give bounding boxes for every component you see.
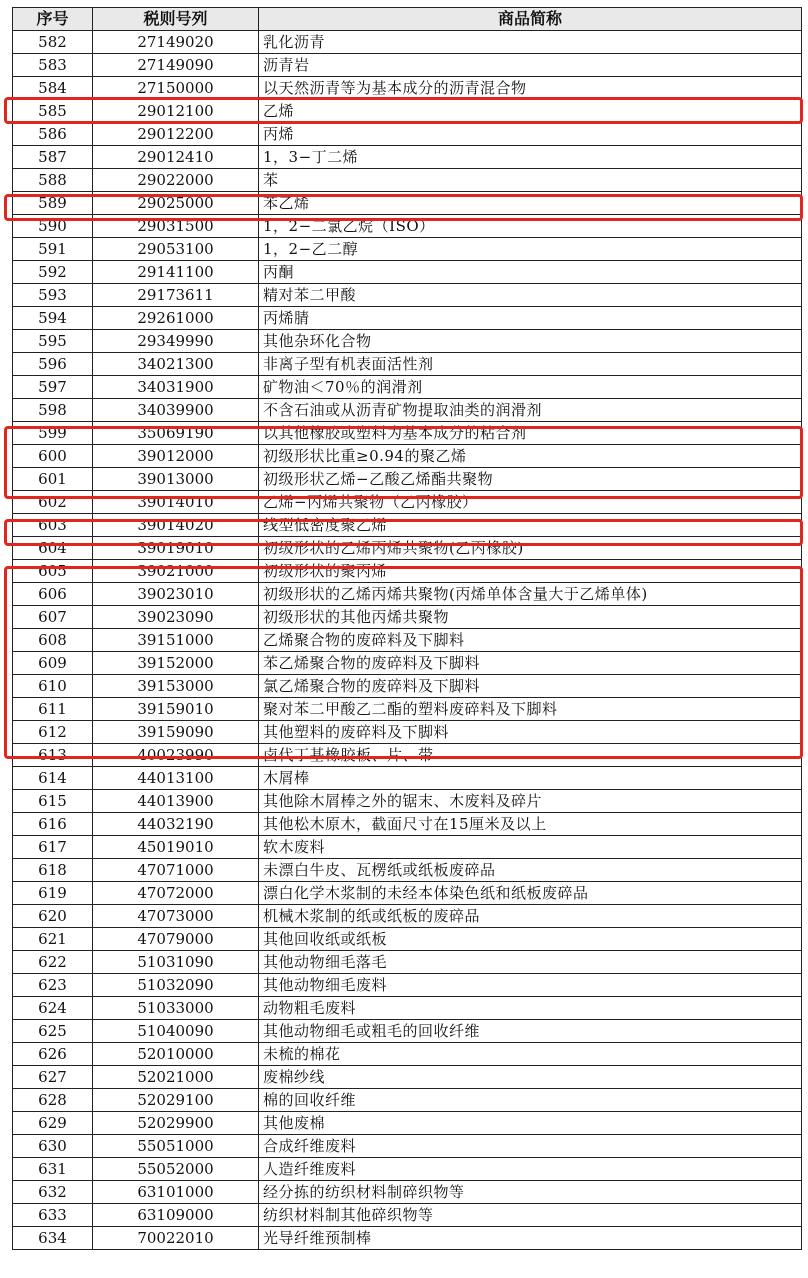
product-name-cell: 沥青岩: [259, 54, 802, 77]
product-name-cell: 聚对苯二甲酸乙二酯的塑料废碎料及下脚料: [259, 698, 802, 721]
table-row: [13, 399, 802, 422]
table-row: [13, 629, 802, 652]
tariff-code-cell: 34021300: [93, 353, 259, 376]
serial-no-cell: 624: [13, 997, 93, 1020]
tariff-code-cell: 70022010: [93, 1227, 259, 1250]
table-row: [13, 514, 802, 537]
serial-no-cell: 632: [13, 1181, 93, 1204]
product-name-cell: 光导纤维预制棒: [259, 1227, 802, 1250]
serial-no-cell: 616: [13, 813, 93, 836]
tariff-table-sheet: [12, 7, 801, 1250]
product-name-cell: 苯乙烯聚合物的废碎料及下脚料: [259, 652, 802, 675]
product-name-cell: 以其他橡胶或塑料为基本成分的粘合剂: [259, 422, 802, 445]
serial-no-cell: 600: [13, 445, 93, 468]
table-row: [13, 238, 802, 261]
tariff-code-cell: 29173611: [93, 284, 259, 307]
tariff-code-cell: 27149090: [93, 54, 259, 77]
tariff-code-cell: 47072000: [93, 882, 259, 905]
table-row: [13, 836, 802, 859]
tariff-code-cell: 29012100: [93, 100, 259, 123]
tariff-code-cell: 29025000: [93, 192, 259, 215]
serial-no-cell: 586: [13, 123, 93, 146]
serial-no-cell: 592: [13, 261, 93, 284]
product-name-cell: 精对苯二甲酸: [259, 284, 802, 307]
tariff-code-cell: 39014020: [93, 514, 259, 537]
serial-no-cell: 634: [13, 1227, 93, 1250]
serial-no-cell: 607: [13, 606, 93, 629]
table-row: [13, 951, 802, 974]
tariff-code-cell: 51033000: [93, 997, 259, 1020]
serial-no-cell: 588: [13, 169, 93, 192]
table-row: [13, 1066, 802, 1089]
serial-no-cell: 617: [13, 836, 93, 859]
product-name-cell: 其他动物细毛或粗毛的回收纤维: [259, 1020, 802, 1043]
serial-no-cell: 594: [13, 307, 93, 330]
product-name-cell: 合成纤维废料: [259, 1135, 802, 1158]
serial-no-cell: 627: [13, 1066, 93, 1089]
product-name-cell: 苯乙烯: [259, 192, 802, 215]
tariff-code-cell: 39153000: [93, 675, 259, 698]
tariff-code-cell: 39013000: [93, 468, 259, 491]
product-name-cell: 乙烯聚合物的废碎料及下脚料: [259, 629, 802, 652]
product-name-cell: 初级形状乙烯−乙酸乙烯酯共聚物: [259, 468, 802, 491]
table-row: [13, 1158, 802, 1181]
tariff-code-cell: 44013900: [93, 790, 259, 813]
product-name-cell: 1，3−丁二烯: [259, 146, 802, 169]
table-row: [13, 284, 802, 307]
serial-no-cell: 610: [13, 675, 93, 698]
table-row: [13, 77, 802, 100]
product-name-cell: 棉的回收纤维: [259, 1089, 802, 1112]
serial-no-cell: 605: [13, 560, 93, 583]
serial-no-cell: 590: [13, 215, 93, 238]
table-row: [13, 974, 802, 997]
serial-no-cell: 615: [13, 790, 93, 813]
table-row: [13, 698, 802, 721]
tariff-code-cell: 39152000: [93, 652, 259, 675]
table-row: [13, 606, 802, 629]
serial-no-cell: 611: [13, 698, 93, 721]
product-name-cell: 未梳的棉花: [259, 1043, 802, 1066]
tariff-code-cell: 39021000: [93, 560, 259, 583]
product-name-cell: 其他动物细毛落毛: [259, 951, 802, 974]
table-row: [13, 1135, 802, 1158]
serial-no-cell: 609: [13, 652, 93, 675]
tariff-code-cell: 44032190: [93, 813, 259, 836]
tariff-table: [12, 7, 802, 1250]
product-name-cell: 初级形状的聚丙烯: [259, 560, 802, 583]
table-row: [13, 537, 802, 560]
table-row: [13, 652, 802, 675]
serial-no-cell: 606: [13, 583, 93, 606]
product-name-cell: 苯: [259, 169, 802, 192]
table-row: [13, 54, 802, 77]
tariff-code-cell: 52029100: [93, 1089, 259, 1112]
product-name-cell: 木屑棒: [259, 767, 802, 790]
tariff-code-cell: 39023090: [93, 606, 259, 629]
product-name-cell: 其他回收纸或纸板: [259, 928, 802, 951]
header-serial-no: 序号: [13, 8, 93, 31]
product-name-cell: 人造纤维废料: [259, 1158, 802, 1181]
tariff-code-cell: 45019010: [93, 836, 259, 859]
table-row: [13, 1089, 802, 1112]
product-name-cell: 线型低密度聚乙烯: [259, 514, 802, 537]
product-name-cell: 软木废料: [259, 836, 802, 859]
product-name-cell: 非离子型有机表面活性剂: [259, 353, 802, 376]
serial-no-cell: 589: [13, 192, 93, 215]
table-row: [13, 1020, 802, 1043]
serial-no-cell: 623: [13, 974, 93, 997]
table-row: [13, 882, 802, 905]
serial-no-cell: 584: [13, 77, 93, 100]
table-row: [13, 376, 802, 399]
serial-no-cell: 620: [13, 905, 93, 928]
product-name-cell: 1，2−乙二醇: [259, 238, 802, 261]
serial-no-cell: 598: [13, 399, 93, 422]
product-name-cell: 其他动物细毛废料: [259, 974, 802, 997]
product-name-cell: 其他除木屑棒之外的锯末、木废料及碎片: [259, 790, 802, 813]
table-row: [13, 1043, 802, 1066]
tariff-code-cell: 39159090: [93, 721, 259, 744]
tariff-code-cell: 29022000: [93, 169, 259, 192]
table-row: [13, 905, 802, 928]
table-row: [13, 859, 802, 882]
serial-no-cell: 599: [13, 422, 93, 445]
table-row: [13, 491, 802, 514]
serial-no-cell: 630: [13, 1135, 93, 1158]
table-row: [13, 330, 802, 353]
tariff-code-cell: 34031900: [93, 376, 259, 399]
tariff-code-cell: 39159010: [93, 698, 259, 721]
product-name-cell: 初级形状的其他丙烯共聚物: [259, 606, 802, 629]
table-row: [13, 1227, 802, 1250]
tariff-code-cell: 39014010: [93, 491, 259, 514]
serial-no-cell: 633: [13, 1204, 93, 1227]
product-name-cell: 丙酮: [259, 261, 802, 284]
product-name-cell: 以天然沥青等为基本成分的沥青混合物: [259, 77, 802, 100]
product-name-cell: 动物粗毛废料: [259, 997, 802, 1020]
header-row: [13, 8, 802, 31]
tariff-code-cell: 51032090: [93, 974, 259, 997]
table-row: [13, 261, 802, 284]
tariff-code-cell: 40023990: [93, 744, 259, 767]
table-row: [13, 997, 802, 1020]
table-row: [13, 123, 802, 146]
tariff-code-cell: 29349990: [93, 330, 259, 353]
table-row: [13, 928, 802, 951]
product-name-cell: 丙烯: [259, 123, 802, 146]
table-row: [13, 560, 802, 583]
product-name-cell: 氯乙烯聚合物的废碎料及下脚料: [259, 675, 802, 698]
tariff-code-cell: 29012410: [93, 146, 259, 169]
product-name-cell: 其他松木原木，截面尺寸在15厘米及以上: [259, 813, 802, 836]
table-row: [13, 100, 802, 123]
product-name-cell: 其他塑料的废碎料及下脚料: [259, 721, 802, 744]
serial-no-cell: 583: [13, 54, 93, 77]
tariff-code-cell: 52010000: [93, 1043, 259, 1066]
tariff-code-cell: 39019010: [93, 537, 259, 560]
serial-no-cell: 587: [13, 146, 93, 169]
header-product-name: 商品简称: [259, 8, 802, 31]
table-row: [13, 1112, 802, 1135]
table-row: [13, 31, 802, 54]
tariff-code-cell: 39151000: [93, 629, 259, 652]
serial-no-cell: 602: [13, 491, 93, 514]
product-name-cell: 丙烯腈: [259, 307, 802, 330]
table-row: [13, 468, 802, 491]
serial-no-cell: 593: [13, 284, 93, 307]
serial-no-cell: 603: [13, 514, 93, 537]
tariff-code-cell: 55052000: [93, 1158, 259, 1181]
product-name-cell: 其他废棉: [259, 1112, 802, 1135]
table-row: [13, 445, 802, 468]
product-name-cell: 未漂白牛皮、瓦楞纸或纸板废碎品: [259, 859, 802, 882]
table-row: [13, 744, 802, 767]
product-name-cell: 初级形状比重≥0.94的聚乙烯: [259, 445, 802, 468]
tariff-code-cell: 39023010: [93, 583, 259, 606]
serial-no-cell: 612: [13, 721, 93, 744]
tariff-code-cell: 55051000: [93, 1135, 259, 1158]
tariff-code-cell: 29012200: [93, 123, 259, 146]
product-name-cell: 卤代丁基橡胶板、片、带: [259, 744, 802, 767]
tariff-code-cell: 52021000: [93, 1066, 259, 1089]
table-row: [13, 790, 802, 813]
serial-no-cell: 596: [13, 353, 93, 376]
serial-no-cell: 595: [13, 330, 93, 353]
serial-no-cell: 625: [13, 1020, 93, 1043]
table-row: [13, 721, 802, 744]
tariff-code-cell: 39012000: [93, 445, 259, 468]
tariff-code-cell: 35069190: [93, 422, 259, 445]
table-row: [13, 169, 802, 192]
product-name-cell: 乙烯: [259, 100, 802, 123]
table-row: [13, 307, 802, 330]
product-name-cell: 其他杂环化合物: [259, 330, 802, 353]
table-row: [13, 1204, 802, 1227]
serial-no-cell: 621: [13, 928, 93, 951]
serial-no-cell: 591: [13, 238, 93, 261]
serial-no-cell: 597: [13, 376, 93, 399]
tariff-code-cell: 29053100: [93, 238, 259, 261]
serial-no-cell: 629: [13, 1112, 93, 1135]
serial-no-cell: 585: [13, 100, 93, 123]
serial-no-cell: 619: [13, 882, 93, 905]
tariff-code-cell: 27150000: [93, 77, 259, 100]
product-name-cell: 初级形状的乙烯丙烯共聚物(丙烯单体含量大于乙烯单体): [259, 583, 802, 606]
product-name-cell: 乙烯−丙烯共聚物（乙丙橡胶）: [259, 491, 802, 514]
tariff-code-cell: 47073000: [93, 905, 259, 928]
serial-no-cell: 618: [13, 859, 93, 882]
serial-no-cell: 608: [13, 629, 93, 652]
tariff-code-cell: 51040090: [93, 1020, 259, 1043]
product-name-cell: 废棉纱线: [259, 1066, 802, 1089]
table-row: [13, 1181, 802, 1204]
serial-no-cell: 613: [13, 744, 93, 767]
table-row: [13, 422, 802, 445]
tariff-code-cell: 63109000: [93, 1204, 259, 1227]
serial-no-cell: 622: [13, 951, 93, 974]
product-name-cell: 机械木浆制的纸或纸板的废碎品: [259, 905, 802, 928]
product-name-cell: 矿物油＜70％的润滑剂: [259, 376, 802, 399]
serial-no-cell: 626: [13, 1043, 93, 1066]
tariff-code-cell: 44013100: [93, 767, 259, 790]
serial-no-cell: 628: [13, 1089, 93, 1112]
product-name-cell: 经分拣的纺织材料制碎织物等: [259, 1181, 802, 1204]
product-name-cell: 1，2−二氯乙烷（ISO）: [259, 215, 802, 238]
table-row: [13, 353, 802, 376]
product-name-cell: 漂白化学木浆制的未经本体染色纸和纸板废碎品: [259, 882, 802, 905]
product-name-cell: 初级形状的乙烯丙烯共聚物(乙丙橡胶): [259, 537, 802, 560]
product-name-cell: 不含石油或从沥青矿物提取油类的润滑剂: [259, 399, 802, 422]
tariff-code-cell: 47071000: [93, 859, 259, 882]
product-name-cell: 乳化沥青: [259, 31, 802, 54]
serial-no-cell: 601: [13, 468, 93, 491]
tariff-code-cell: 29261000: [93, 307, 259, 330]
tariff-code-cell: 47079000: [93, 928, 259, 951]
tariff-code-cell: 51031090: [93, 951, 259, 974]
table-row: [13, 813, 802, 836]
serial-no-cell: 582: [13, 31, 93, 54]
table-row: [13, 675, 802, 698]
serial-no-cell: 631: [13, 1158, 93, 1181]
product-name-cell: 纺织材料制其他碎织物等: [259, 1204, 802, 1227]
tariff-code-cell: 29031500: [93, 215, 259, 238]
serial-no-cell: 604: [13, 537, 93, 560]
table-row: [13, 215, 802, 238]
table-row: [13, 146, 802, 169]
header-tariff-code: 税则号列: [93, 8, 259, 31]
tariff-code-cell: 34039900: [93, 399, 259, 422]
table-row: [13, 583, 802, 606]
tariff-code-cell: 63101000: [93, 1181, 259, 1204]
tariff-code-cell: 52029900: [93, 1112, 259, 1135]
serial-no-cell: 614: [13, 767, 93, 790]
tariff-code-cell: 29141100: [93, 261, 259, 284]
tariff-code-cell: 27149020: [93, 31, 259, 54]
table-row: [13, 192, 802, 215]
table-row: [13, 767, 802, 790]
